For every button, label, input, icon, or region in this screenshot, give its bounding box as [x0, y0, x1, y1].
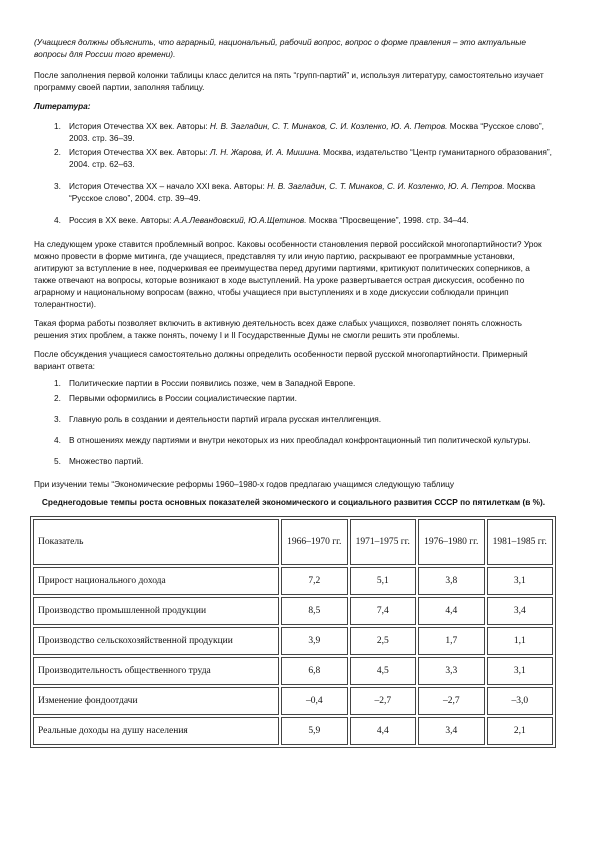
book-authors: Н. В. Загладин, С. Т. Минаков, С. И. Козленко, Ю. А. Петров.	[267, 181, 505, 191]
feature-item	[54, 413, 553, 425]
book-authors: Н. В. Загладин, С. Т. Минаков, С. И. Козленко, Ю. А. Петров.	[209, 121, 448, 131]
table-cell: 7,2	[281, 567, 348, 595]
table-cell: 8,5	[281, 597, 348, 625]
row-label: Производство сельскохозяйственной продукции	[33, 627, 279, 655]
table-cell: –2,7	[350, 687, 417, 715]
table-cell: 3,4	[487, 597, 554, 625]
feature-text: Множество партий.	[69, 456, 144, 466]
literature-item	[54, 180, 553, 204]
paragraph-lesson: На следующем уроке ставится проблемный вопрос. Каковы особенности становления первой российской многопартийности? Урок можно провести в форме митинга, где учащиеся, представляя ту или иную партию, раскрывают ее программные установки, агитируют за вступление в нее, подчеркивая ее преимущества перед другими партиями, критикуют политических соперников, а также отвечают на вопросы, которые возникают в ходе выступлений. На уроке развертывается острая дискуссия, особенно по аграрному и национальному вопросам (важно, чтобы учащиеся при выступлениях и в ходе дискуссии соблюдали принцип толерантности).	[34, 239, 542, 309]
intro-note: (Учащиеся должны объяснить, что аграрный, национальный, рабочий вопрос, вопрос о форме правления – это актуальные вопросы для России того времени).	[34, 37, 527, 59]
row-label: Производство промышленной продукции	[33, 597, 279, 625]
feature-text: Первыми оформились в России социалистические партии.	[69, 393, 297, 403]
list-number: 4.	[54, 215, 61, 225]
column-header: 1976–1980 гг.	[418, 519, 485, 565]
table-cell: 7,4	[350, 597, 417, 625]
literature-item	[54, 214, 553, 226]
list-number: 1.	[54, 121, 61, 131]
paragraph-after-discussion: После обсуждения учащиеся самостоятельно должны определить особенности первой русской многопартийности. Примерный вариант ответа:	[34, 349, 528, 371]
table-row	[33, 717, 553, 745]
table-row	[33, 567, 553, 595]
book-publisher: Москва “Русское слово”, 2004. стр. 39–49.	[69, 181, 536, 203]
table-cell: 3,8	[418, 567, 485, 595]
page-content	[34, 36, 553, 748]
list-number: 5.	[54, 456, 61, 466]
list-number: 4.	[54, 435, 61, 445]
table-cell: 3,1	[487, 567, 554, 595]
table-cell: 6,8	[281, 657, 348, 685]
list-number: 3.	[54, 414, 61, 424]
book-title: История Отечества ХХ век. Авторы:	[69, 121, 210, 131]
feature-text: Политические партии в России появились позже, чем в Западной Европе.	[69, 378, 356, 388]
column-header: 1971–1975 гг.	[350, 519, 417, 565]
feature-text: В отношениях между партиями и внутри некоторых из них преобладал конфронтационный тип политической культуры.	[69, 435, 531, 445]
table-cell: 1,7	[418, 627, 485, 655]
column-header: 1981–1985 гг.	[487, 519, 554, 565]
table-row	[33, 597, 553, 625]
row-label: Реальные доходы на душу населения	[33, 717, 279, 745]
feature-item	[54, 392, 553, 404]
features-list	[34, 377, 553, 467]
book-title: Россия в ХХ веке. Авторы:	[69, 215, 174, 225]
growth-rates-table	[30, 516, 556, 748]
book-title: История Отечества ХХ – начало XXI века. Авторы:	[69, 181, 268, 191]
paragraph-groups: После заполнения первой колонки таблицы класс делится на пять “групп-партий” и, используя литературу, самостоятельно изучает программу своей партии, заполняя таблицу.	[34, 70, 544, 92]
table-cell: 3,1	[487, 657, 554, 685]
paragraph-form: Такая форма работы позволяет включить в активную деятельность всех даже слабых учащихся, позволяет понять сложность решения этих проблем, а также понять, почему I и II Государственные Думы не смогли решить эти проблемы.	[34, 318, 522, 340]
book-publisher: Москва “Просвещение”, 1998. стр. 34–44.	[306, 215, 469, 225]
table-cell: 3,3	[418, 657, 485, 685]
table-cell: –3,0	[487, 687, 554, 715]
table-cell: 5,1	[350, 567, 417, 595]
book-authors: Л. Н. Жарова, И. А. Мишина.	[209, 147, 321, 157]
table-cell: 4,4	[418, 597, 485, 625]
column-header: 1966–1970 гг.	[281, 519, 348, 565]
book-publisher: Москва, издательство “Центр гуманитарного образования”, 2004. стр. 62–63.	[69, 147, 552, 169]
table-cell: –0,4	[281, 687, 348, 715]
table-cell: 3,4	[418, 717, 485, 745]
feature-item	[54, 434, 553, 446]
table-header-row	[33, 519, 553, 565]
table-cell: 1,1	[487, 627, 554, 655]
table-row	[33, 657, 553, 685]
literature-list	[34, 120, 553, 226]
column-header: Показатель	[33, 519, 279, 565]
table-cell: 3,9	[281, 627, 348, 655]
row-label: Прирост национального дохода	[33, 567, 279, 595]
literature-heading: Литература:	[34, 101, 91, 111]
table-row	[33, 687, 553, 715]
table-cell: 5,9	[281, 717, 348, 745]
literature-item	[54, 146, 553, 170]
row-label: Производительность общественного труда	[33, 657, 279, 685]
row-label: Изменение фондоотдачи	[33, 687, 279, 715]
table-cell: 4,5	[350, 657, 417, 685]
table-cell: 2,1	[487, 717, 554, 745]
book-authors: А.А.Левандовский, Ю.А.Щетинов.	[173, 215, 307, 225]
table-title: Среднегодовые темпы роста основных показателей экономического и социального развития СССР по пятилеткам (в %).	[41, 497, 546, 507]
list-number: 1.	[54, 378, 61, 388]
list-number: 2.	[54, 393, 61, 403]
book-title: История Отечества ХХ век. Авторы:	[69, 147, 210, 157]
table-cell: –2,7	[418, 687, 485, 715]
paragraph-reforms: При изучении темы “Экономические реформы 1960–1980-х годов предлагаю учащимся следующую таблицу	[34, 479, 455, 489]
literature-item	[54, 120, 553, 144]
feature-item	[54, 377, 553, 389]
list-number: 3.	[54, 181, 61, 191]
table-cell: 2,5	[350, 627, 417, 655]
book-publisher: Москва “Русское слово”, 2003. стр. 36–39.	[69, 121, 544, 143]
feature-text: Главную роль в создании и деятельности партий играла русская интеллигенция.	[69, 414, 382, 424]
feature-item	[54, 455, 553, 467]
list-number: 2.	[54, 147, 61, 157]
table-row	[33, 627, 553, 655]
table-cell: 4,4	[350, 717, 417, 745]
